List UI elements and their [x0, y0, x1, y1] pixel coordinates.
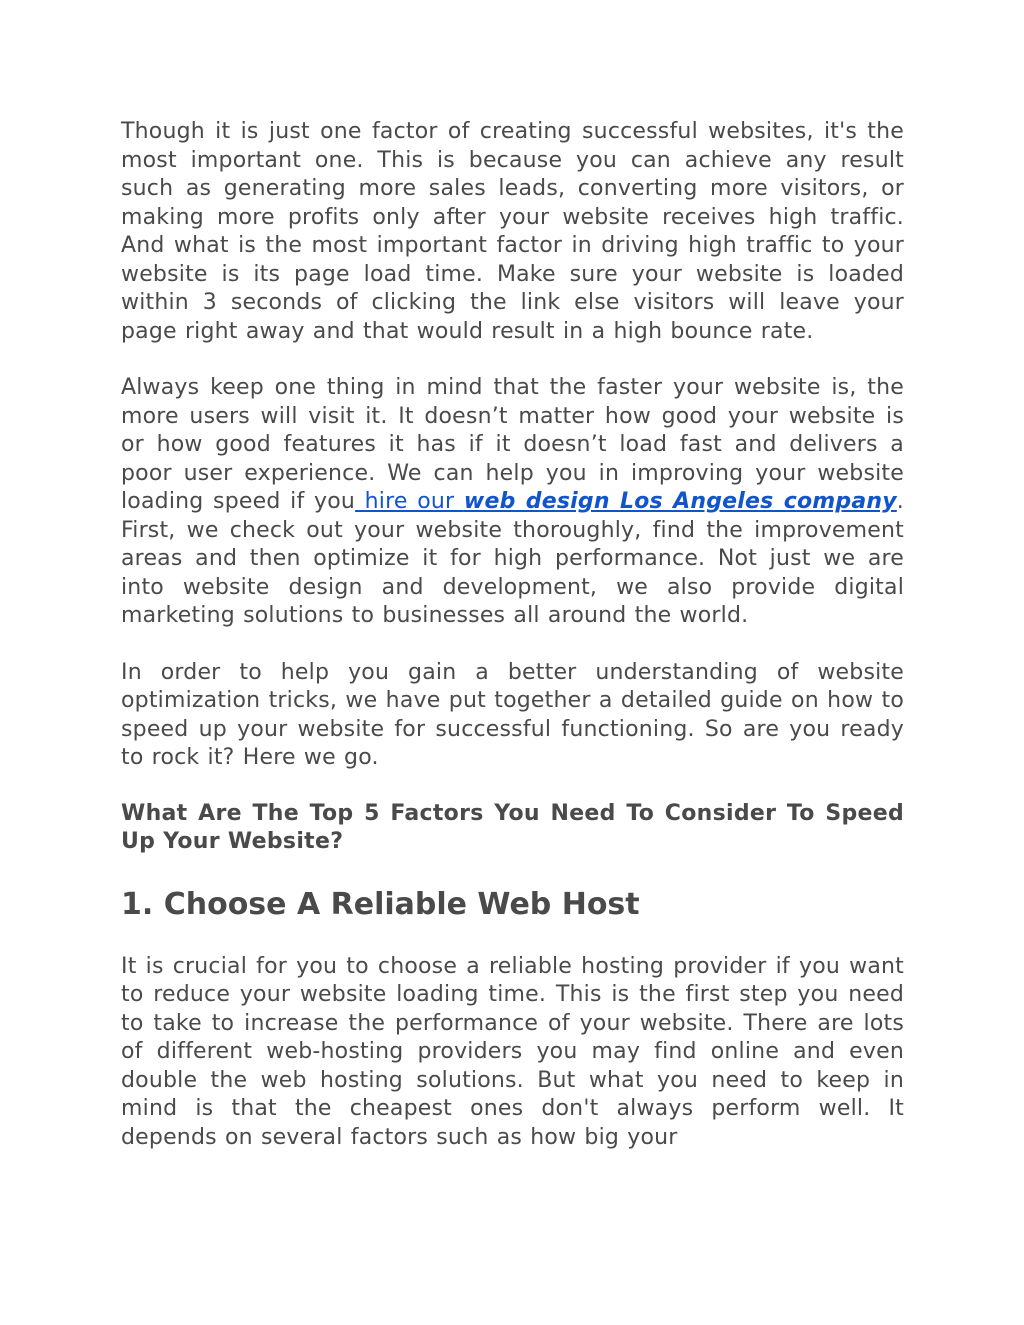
- speed-paragraph-text: Always keep one thing in mind that the faster your website is, the more users will visit it. It doesn’t matter how good your website is or how good features it has if it doesn’t load fast and delivers a poor user experience. We can help you in improving your website loading speed if you: [121, 375, 904, 514]
- web-design-company-link[interactable]: [355, 489, 897, 514]
- guide-paragraph: In order to help you gain a better understanding of website optimization tricks, we have put together a detailed guide on how to speed up your website for successful functioning. So are you ready to rock it? Here we go.: [121, 659, 904, 770]
- document-page: [121, 118, 904, 1180]
- speed-paragraph-tail: . First, we check out your website thoroughly, find the improvement areas and then optimize it for high performance. Not just we are into website design and development, we also provide digital marketing solutions to businesses all around the world.: [121, 489, 904, 628]
- link-plain-text: hire our: [355, 489, 464, 514]
- web-host-paragraph: It is crucial for you to choose a reliable hosting provider if you want to reduce your website loading time. This is the first step you need to take to increase the performance of your website. There are lots of different web-hosting providers you may find online and even double the web hosting solutions. But what you need to keep in mind is that the cheapest ones don't always perform well. It depends on several factors such as how big your: [121, 953, 904, 1150]
- section-title: 1. Choose A Reliable Web Host: [121, 886, 640, 922]
- link-bold-text: web design Los Angeles company: [463, 489, 897, 514]
- speed-paragraph: [121, 374, 904, 631]
- factors-subheading: What Are The Top 5 Factors You Need To Consider To Speed Up Your Website?: [121, 800, 904, 854]
- intro-paragraph: Though it is just one factor of creating successful websites, it's the most important one. This is because you can achieve any result such as generating more sales leads, converting more visitors, or making more profits only after your website receives high traffic. And what is the most important factor in driving high traffic to your website is its page load time. Make sure your website is loaded within 3 seconds of clicking the link else visitors will leave your page right away and that would result in a high bounce rate.: [121, 119, 904, 344]
